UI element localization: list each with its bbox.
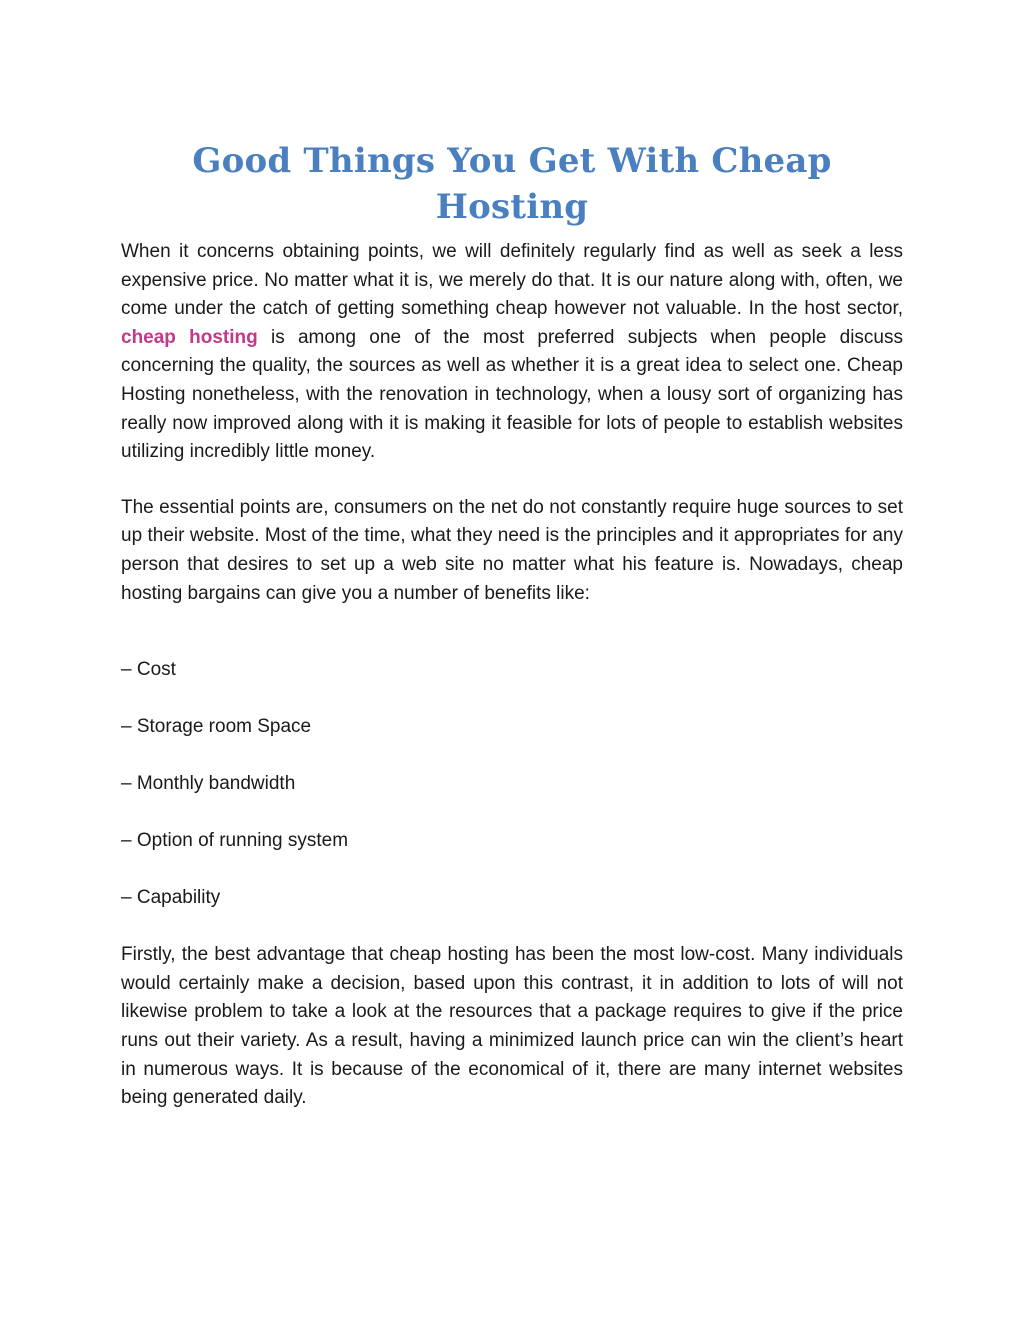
document-page: [121, 138, 903, 1113]
benefits-intro-paragraph: The essential points are, consumers on the net do not constantly require huge sources to set up their website. Most of the time, what they need is the principles and it appropriates for any person that desires to set up a web site no matter what his feature is. Nowadays, cheap hosting bargains can give you a number of benefits like:: [121, 496, 903, 604]
cheap-hosting-link[interactable]: cheap hosting: [121, 326, 258, 348]
conclusion-paragraph: Firstly, the best advantage that cheap hosting has been the most low-cost. Many individuals would certainly make a decision, based upon this contrast, it in addition to lots of will not likewise problem to take a look at the resources that a package requires to give if the price runs out their variety. As a result, having a minimized launch price can win the client’s heart in numerous ways. It is because of the economical of it, there are many internet websites being generated daily.: [121, 944, 903, 1109]
intro-text-before-link: When it concerns obtaining points, we will definitely regularly find as well as seek a less expensive price. No matter what it is, we merely do that. It is our nature along with, often, we come under the catch of getting something cheap however not valuable. In the host sector,: [121, 241, 903, 320]
benefits-list: [121, 656, 903, 912]
list-item: – Capability: [121, 887, 221, 909]
document-title: Good Things You Get With Cheap Hosting: [192, 141, 832, 227]
list-item: – Option of running system: [121, 830, 349, 852]
list-item: – Monthly bandwidth: [121, 773, 296, 795]
intro-paragraph: [121, 238, 903, 467]
intro-text-after-link: is among one of the most preferred subjects when people discuss concerning the quality, the sources as well as whether it is a great idea to select one. Cheap Hosting nonetheless, with the renovation in technology, when a lousy sort of organizing has really now improved along with it is making it feasible for lots of people to establish websites utilizing incredibly little money.: [121, 326, 903, 463]
list-item: – Cost: [121, 659, 176, 681]
list-item: – Storage room Space: [121, 716, 312, 738]
